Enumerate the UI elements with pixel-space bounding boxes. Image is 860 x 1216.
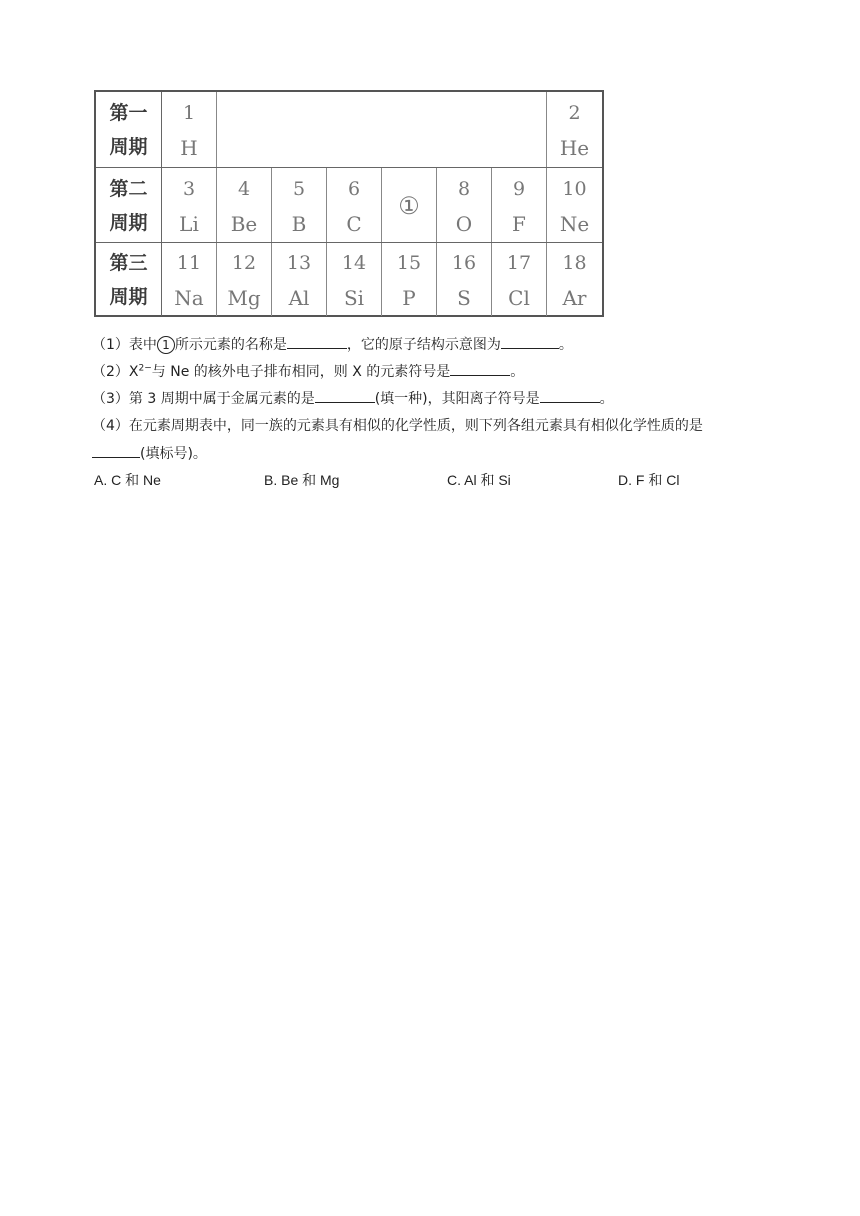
answer-blank[interactable]: [501, 334, 559, 349]
element-symbol: P: [402, 285, 416, 310]
answer-blank[interactable]: [450, 361, 510, 376]
question-1-end: 。: [558, 337, 573, 353]
element-symbol: Ar: [562, 285, 587, 310]
question-4-end: (填标号)。: [140, 446, 207, 462]
period-label-line2: 周期: [109, 135, 148, 158]
atomic-number: 3: [182, 177, 196, 200]
atomic-number: 11: [176, 251, 202, 274]
option-c[interactable]: C. Al 和 Si: [447, 472, 511, 488]
element-cell: [272, 168, 327, 243]
element-symbol: S: [457, 285, 471, 310]
element-cell: [492, 243, 547, 316]
atomic-number: 4: [237, 177, 251, 200]
element-cell: [217, 168, 272, 243]
element-cell: [437, 168, 492, 243]
question-3-prefix: （3）第 3 周期中属于金属元素的是: [92, 391, 315, 407]
period-label: [96, 243, 162, 316]
element-cell: [492, 168, 547, 243]
question-4-line-1: [92, 415, 703, 435]
element-cell: [437, 243, 492, 316]
period-label: [96, 168, 162, 243]
question-2-text: 与 Ne 的核外电子排布相同，则 X 的元素符号是: [151, 364, 451, 380]
option-d[interactable]: D. F 和 Cl: [618, 472, 680, 488]
table-row-period-3: [96, 242, 602, 316]
question-1-prefix: （1）表中: [92, 337, 157, 353]
question-4-line-2: [92, 443, 207, 463]
element-symbol: Ne: [559, 211, 590, 236]
answer-blank[interactable]: [540, 388, 600, 403]
element-symbol: Al: [288, 285, 310, 310]
circled-number-1: 1: [157, 336, 175, 354]
circled-mark-1: ①: [398, 191, 420, 220]
element-cell: [327, 243, 382, 316]
element-cell: [382, 243, 437, 316]
element-symbol: Cl: [508, 285, 530, 310]
element-symbol: Na: [174, 285, 204, 310]
element-cell: [162, 168, 217, 243]
atomic-number: 9: [512, 177, 526, 200]
periodic-table-figure: [94, 90, 604, 317]
element-symbol: Si: [343, 285, 365, 310]
atomic-number: 12: [231, 251, 257, 274]
period-label-line1: 第二: [109, 177, 148, 200]
element-cell: [327, 168, 382, 243]
question-3-text: (填一种)，其阳离子符号是: [374, 391, 540, 407]
element-symbol: C: [346, 211, 362, 236]
element-cell: [272, 243, 327, 316]
atomic-number: 16: [451, 251, 477, 274]
atomic-number: 2: [568, 101, 581, 124]
question-2-end: 。: [510, 364, 525, 380]
answer-blank[interactable]: [287, 334, 347, 349]
element-symbol: B: [291, 211, 307, 236]
atomic-number: 5: [292, 177, 306, 200]
element-cell: [547, 168, 602, 243]
question-2-prefix: （2）X: [92, 364, 139, 380]
element-cell: [162, 92, 217, 167]
period-label-line1: 第三: [109, 251, 148, 274]
element-symbol: Be: [230, 211, 258, 236]
atomic-number: 13: [286, 251, 312, 274]
atomic-number: 15: [396, 251, 422, 274]
table-row-period-2: [96, 167, 602, 243]
period-label: [96, 92, 162, 167]
element-symbol: Mg: [227, 285, 261, 310]
period-label-line2: 周期: [109, 211, 148, 234]
atomic-number: 1: [182, 101, 196, 124]
charge-superscript: 2−: [138, 363, 152, 374]
element-symbol: He: [559, 135, 590, 160]
unknown-element-cell: [382, 168, 437, 243]
question-3-end: 。: [599, 391, 614, 407]
question-4-text: （4）在元素周期表中，同一族的元素具有相似的化学性质，则下列各组元素具有相似化学性质的是: [92, 418, 703, 434]
question-1: [92, 334, 573, 354]
element-cell: [547, 243, 602, 316]
atomic-number: 18: [562, 251, 587, 274]
element-symbol: H: [180, 135, 198, 160]
atomic-number: 8: [457, 177, 471, 200]
element-cell: [217, 243, 272, 316]
answer-blank[interactable]: [92, 443, 140, 458]
option-a[interactable]: A. C 和 Ne: [94, 472, 161, 488]
atomic-number: 10: [562, 177, 587, 200]
element-cell: [162, 243, 217, 316]
atomic-number: 6: [347, 177, 361, 200]
period-label-line2: 周期: [109, 285, 148, 308]
question-3: [92, 388, 614, 408]
period-label-line1: 第一: [109, 101, 148, 124]
empty-cell: [217, 92, 547, 167]
answer-blank[interactable]: [315, 388, 375, 403]
element-symbol: F: [512, 211, 526, 236]
element-cell: [547, 92, 602, 167]
question-1-text-2: ，它的原子结构示意图为: [346, 337, 501, 353]
atomic-number: 14: [341, 251, 367, 274]
element-symbol: O: [455, 211, 473, 236]
question-2: [92, 361, 524, 381]
question-1-text: 所示元素的名称是: [174, 337, 287, 353]
element-symbol: Li: [179, 211, 199, 236]
table-row-period-1: [96, 92, 602, 167]
atomic-number: 17: [506, 251, 532, 274]
option-b[interactable]: B. Be 和 Mg: [264, 472, 340, 488]
